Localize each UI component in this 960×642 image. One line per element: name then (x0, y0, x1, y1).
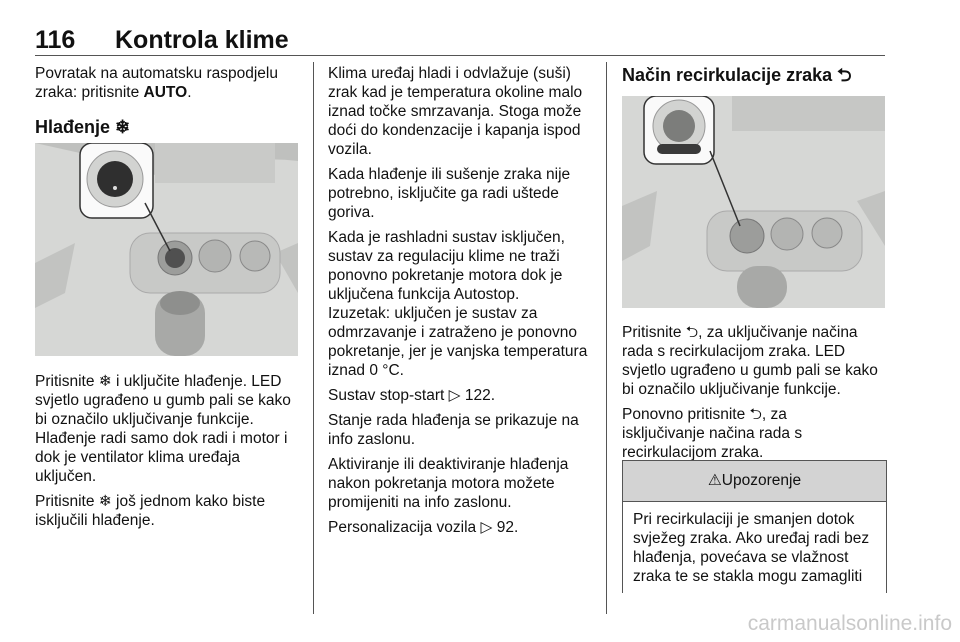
watermark: carmanualsonline.info (747, 612, 952, 635)
line: potrebno, isključite ga radi uštede (328, 185, 559, 202)
intro-text: zraka: pritisnite (35, 84, 144, 101)
recirculation-heading: Način recirkulacije zraka ⮌ (622, 65, 852, 85)
recirc-para-2 (622, 405, 887, 462)
line: goriva. (328, 204, 375, 221)
line: Klima uređaj hladi i odvlažuje (suši) (328, 65, 571, 82)
line: ponovno pokretanje motora dok je (328, 267, 563, 284)
line: bi označilo uključivanje funkcije. (35, 411, 254, 428)
line: sustav za regulaciju klime ne traži (328, 248, 560, 265)
line: zraka te se stakla mogu zamagliti (633, 568, 863, 585)
line: Aktiviranje ili deaktiviranje hlađenja (328, 456, 569, 473)
line: Pritisnite ❄ još jednom kako biste (35, 493, 266, 510)
snowflake-icon: ❄ (115, 117, 131, 137)
line: Izuzetak: uključen je sustav za (328, 305, 538, 322)
line: isključivanje načina rada s (622, 425, 803, 442)
para-info-display (328, 411, 600, 449)
warning-title: ⚠Upozorenje (623, 461, 886, 502)
line: recirkulacijom zraka. (622, 444, 764, 461)
column-divider-2 (606, 62, 607, 614)
cooling-button-image (35, 143, 298, 356)
line: Kada hlađenje ili sušenje zraka nije (328, 166, 571, 183)
line: Pritisnite ⮌, za uključivanje načina (622, 324, 858, 341)
warning-body (623, 502, 886, 594)
para-autostop (328, 228, 600, 380)
line: Personalizacija vozila ▷ 92. (328, 519, 519, 536)
link-stop-start[interactable] (328, 386, 600, 405)
cooling-para-2 (35, 492, 305, 530)
column-1-body (35, 372, 305, 536)
line: vozila. (328, 141, 372, 158)
page-number: 116 (35, 26, 76, 54)
line: rada s recirkulacijom zraka. LED (622, 343, 846, 360)
line: Pritisnite ❄ i uključite hlađenje. LED (35, 373, 282, 390)
cooling-heading (35, 118, 305, 137)
line: svjetlo ugrađeno u gumb pali se kako (622, 362, 878, 379)
line: Stanje rada hlađenja se prikazuje na (328, 412, 579, 429)
line: svjetlo ugrađeno u gumb pali se kako (35, 392, 291, 409)
line: Sustav stop-start ▷ 122. (328, 387, 495, 404)
line: doći do kondenzacije i kapanja ispod (328, 122, 581, 139)
line: info zaslonu. (328, 431, 416, 448)
line: pokretanje, jer je vanjska temperatura (328, 343, 588, 360)
line: Pri recirkulaciji je smanjen dotok (633, 511, 855, 528)
line: Kada je rashladni sustav isključen, (328, 229, 565, 246)
link-personalization[interactable] (328, 518, 600, 537)
cooling-para-1 (35, 372, 305, 486)
line: uključena funkcija Autostop. (328, 286, 520, 303)
line: uključen. (35, 468, 97, 485)
line: promijeniti na info zaslonu. (328, 494, 512, 511)
warning-box (622, 460, 887, 593)
para-activation (328, 455, 600, 512)
line: hlađenja, povećava se vlažnost (633, 549, 849, 566)
recirc-para-1 (622, 323, 887, 399)
para-save-fuel (328, 165, 600, 222)
line: zrak kad je temperatura okoline malo (328, 84, 583, 101)
column-3-body (622, 323, 887, 468)
column-1 (35, 64, 305, 137)
line: iznad točke smrzavanja. Stoga može (328, 103, 582, 120)
line: dok je ventilator klima uređaja (35, 449, 241, 466)
intro-line-1: Povratak na automatsku raspodjelu (35, 65, 278, 82)
recirculation-button-image (622, 96, 885, 308)
header-rule (35, 55, 885, 56)
para-dehumidify (328, 64, 600, 159)
column-divider-1 (313, 62, 314, 614)
page-title: Kontrola klime (115, 26, 289, 54)
column-3 (622, 66, 887, 85)
cooling-heading-text: Hlađenje (35, 117, 111, 137)
line: Ponovno pritisnite ⮌, za (622, 406, 787, 423)
intro-line-2 (35, 83, 305, 102)
line: iznad 0 °C. (328, 362, 404, 379)
auto-label: AUTO (143, 84, 188, 101)
intro-end: . (187, 84, 192, 101)
line: isključili hlađenje. (35, 512, 155, 529)
line: odmrzavanje i zatraženo je ponovno (328, 324, 578, 341)
line: nakon pokretanja motora možete (328, 475, 555, 492)
column-2 (328, 64, 600, 543)
line: svježeg zraka. Ako uređaj radi bez (633, 530, 870, 547)
line: bi označilo uključivanje funkcije. (622, 381, 841, 398)
line: Hlađenje radi samo dok radi i motor i (35, 430, 288, 447)
